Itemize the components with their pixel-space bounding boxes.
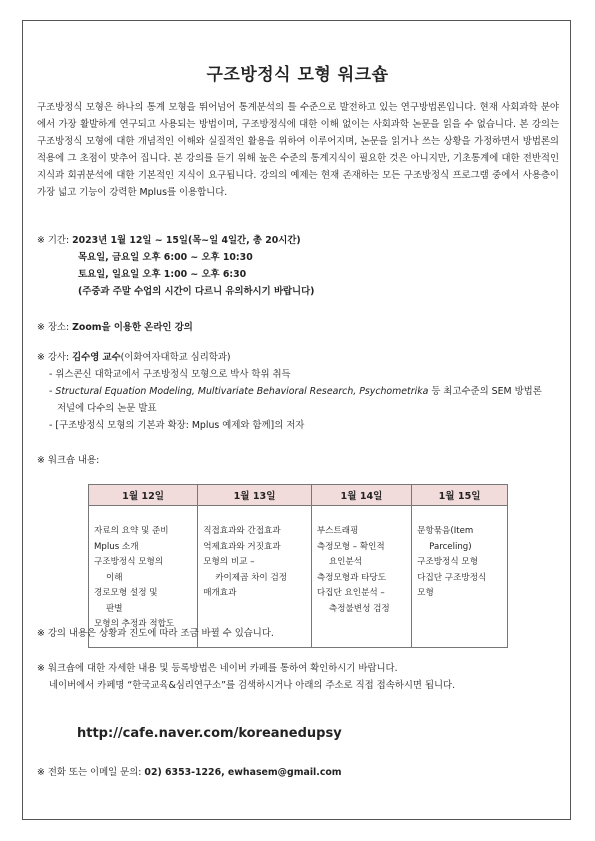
schedule-header-day2: 1월 13일 [198, 485, 312, 506]
instructor-section [37, 349, 542, 434]
period-section [37, 232, 314, 300]
schedule-table [88, 484, 508, 648]
list-item: 자료의 요약 및 준비 [94, 526, 169, 536]
period-note: (주중과 주말 수업의 시간이 다르니 유의하시기 바랍니다) [78, 286, 315, 297]
instructor-affiliation: (이화여자대학교 심리학과) [120, 352, 231, 363]
instructor-label: ※ 강사: [37, 352, 73, 363]
intro-text: 구조방정식 모형은 하나의 통계 모형을 뛰어넘어 통계분석의 틀 수준으로 발전하고 있는 연구방법론입니다. 현재 사회과학 분야에서 가장 활발하게 연구되고 사용되는 방법이며, 구조방정식에 대한 이해 없이는 사회과학 논문을 읽을 수 없습니다. 본 강의는 구조방정식 모형에 대한 개념적인 이해와 실질적인 활용을 위하여 이루어지며, 논문을 읽거나 쓰는 상황을 가정하면서 방법론의 적용에 그 초점이 맞추어 집니다. 본 강의를 듣기 위해 높은 수준의 통계지식이 필요한 것은 아니지만, 기초통계에 대한 전반적인 지식과 회귀분석에 대한 기본적인 지식이 요구됩니다. 강의의 예제는 현재 존재하는 모든 구조방정식 프로그램 중에서 사용층이 가장 넓고 기능이 강력한 Mplus를 이용합니다. [37, 102, 559, 198]
instructor-item-papers: 등 최고수준의 SEM 방법론 [428, 386, 542, 397]
instructor-journals: Structural Equation Modeling, Multivariate Behavioral Research, Psychometrika [55, 386, 429, 397]
list-item: 억제효과와 거짓효과 [203, 541, 281, 552]
page-title: 구조방정식 모형 워크숍 [206, 65, 389, 85]
list-item: 부스트래핑 [316, 526, 359, 536]
instructor-item-papers-cont: 저널에 다수의 논문 발표 [57, 403, 157, 414]
instructor-item-book: - [구조방정식 모형의 기본과 확장: Mplus 예제와 함께]의 저자 [49, 420, 305, 431]
note-registration-cont: 네이버에서 카페명 “한국교육&심리연구소”를 검색하시거나 아래의 주소로 직접 접속하시면 됩니다. [49, 680, 456, 691]
list-item: 측정모형과 타당도 [316, 572, 387, 583]
schedule-header-day3: 1월 14일 [311, 485, 411, 506]
schedule-header-day4: 1월 15일 [412, 485, 508, 506]
contact-label: ※ 전화 또는 이메일 문의: [37, 767, 145, 778]
contact-value: 02) 6353-1226, ewhasem@gmail.com [144, 767, 342, 778]
list-item: 이해 [106, 572, 123, 583]
list-item: 구조방정식 모형의 [94, 557, 164, 567]
note-registration [37, 660, 455, 694]
list-item: 다집단 구조방정식 [417, 572, 487, 583]
list-item: 요인분석 [328, 557, 363, 567]
list-item: 문항묶음(Item [417, 526, 474, 536]
schedule-cell-day4 [412, 506, 508, 648]
instructor-item-phd: - 위스콘신 대학교에서 구조방정식 모형으로 박사 학위 취득 [49, 369, 291, 380]
period-label: ※ 기간: [37, 235, 73, 246]
list-item: 카이제곱 차이 검정 [215, 572, 288, 583]
list-item: 모형의 비교 – [203, 557, 255, 567]
list-item: 직접효과와 간접효과 [203, 526, 281, 536]
list-item: 경로모형 설정 및 [94, 588, 158, 598]
schedule-cell-day3 [311, 506, 411, 648]
note-change: ※ 강의 내용은 상황과 진도에 따라 조금 바뀔 수 있습니다. [37, 628, 274, 639]
place-value: Zoom을 이용한 온라인 강의 [72, 322, 193, 333]
period-dates: 2023년 1월 12일 ~ 15일(목~일 4일간, 총 20시간) [72, 235, 301, 246]
list-item: 판별 [106, 603, 123, 614]
period-weekend: 토요일, 일요일 오후 1:00 ~ 오후 6:30 [78, 269, 247, 280]
instructor-name: 김수영 교수 [72, 352, 121, 363]
intro-paragraph [37, 99, 559, 201]
list-item: 측정불변성 검정 [328, 603, 390, 614]
list-item: 구조방정식 모형 [417, 557, 478, 567]
list-item: 모형의 추정과 적합도 [94, 619, 175, 629]
schedule-header-row [89, 485, 508, 506]
content-label: ※ 워크숍 내용: [37, 455, 100, 466]
place-label: ※ 장소: [37, 322, 73, 333]
cafe-link[interactable]: http://cafe.naver.com/koreanedupsy [77, 726, 342, 741]
list-item: 매개효과 [203, 588, 237, 598]
list-item: Parceling) [429, 541, 472, 552]
place-section [37, 319, 193, 336]
list-item: 측정모형 – 확인적 [316, 541, 385, 552]
list-item: 다집단 요인분석 – [316, 588, 385, 598]
schedule-header-day1: 1월 12일 [89, 485, 198, 506]
list-item: 모형 [417, 588, 434, 598]
contact-section [37, 764, 342, 781]
list-item: Mplus 소개 [94, 541, 139, 552]
period-weekday: 목요일, 금요일 오후 6:00 ~ 오후 10:30 [78, 252, 253, 263]
note-registration-text: ※ 워크숍에 대한 자세한 내용 및 등록방법은 네이버 카페를 통하여 확인하시기 바랍니다. [37, 663, 398, 674]
instructor-item-dash: - [49, 386, 56, 397]
